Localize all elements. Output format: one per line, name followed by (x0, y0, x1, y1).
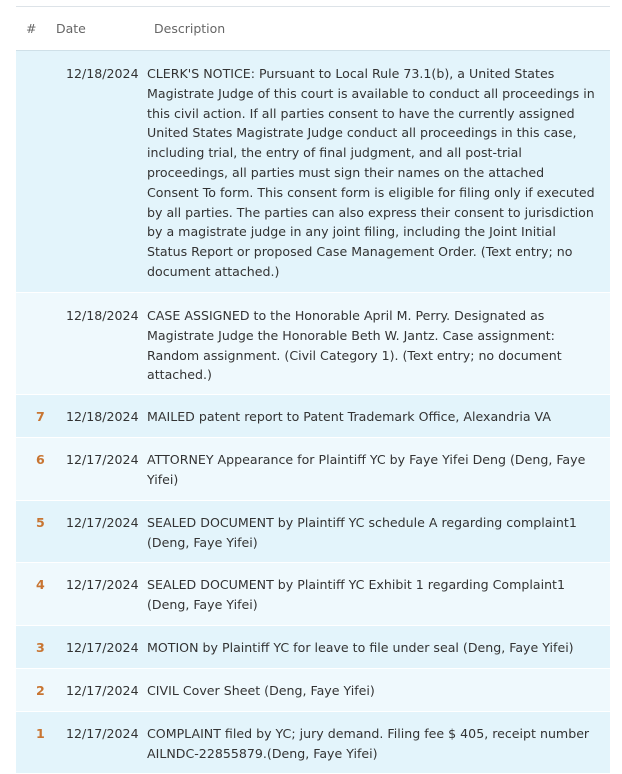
entry-description: MAILED patent report to Patent Trademark Office, Alexandria VA (147, 409, 551, 424)
entry-date: 12/18/2024 (66, 66, 139, 81)
entry-description: ATTORNEY Appearance for Plaintiff YC by Faye Yifei Deng (Deng, Faye Yifei) (147, 452, 586, 487)
docket-entry (16, 669, 610, 712)
docket-entry (16, 501, 610, 563)
docket-table (16, 6, 610, 774)
entry-date: 12/17/2024 (66, 452, 139, 467)
docket-entry (16, 395, 610, 438)
docket-entry (16, 438, 610, 501)
docket-header (16, 6, 610, 51)
docket-entry (16, 626, 610, 669)
entry-date: 12/17/2024 (66, 577, 139, 592)
header-description: Description (154, 21, 226, 36)
docket-entry (16, 51, 610, 293)
entry-number[interactable]: 4 (36, 577, 45, 592)
entry-date: 12/18/2024 (66, 308, 139, 323)
entry-description: SEALED DOCUMENT by Plaintiff YC schedule A regarding complaint1 (Deng, Faye Yifei) (147, 515, 577, 550)
entry-date: 12/17/2024 (66, 683, 139, 698)
docket-entry (16, 563, 610, 626)
entry-description: COMPLAINT filed by YC; jury demand. Filing fee $ 405, receipt number AILNDC-22855879.(Deng, Faye Yifei) (147, 726, 590, 761)
header-date: Date (56, 21, 86, 36)
entry-number[interactable]: 7 (36, 409, 45, 424)
entry-number[interactable]: 2 (36, 683, 45, 698)
entry-number[interactable]: 3 (36, 640, 45, 655)
docket-entry (16, 712, 610, 774)
entry-description: SEALED DOCUMENT by Plaintiff YC Exhibit 1 regarding Complaint1 (Deng, Faye Yifei) (147, 577, 565, 612)
entry-number[interactable]: 1 (36, 726, 45, 741)
entry-date: 12/17/2024 (66, 726, 139, 741)
entry-number[interactable]: 6 (36, 452, 45, 467)
entry-description: MOTION by Plaintiff YC for leave to file under seal (Deng, Faye Yifei) (147, 640, 574, 655)
entry-date: 12/17/2024 (66, 515, 139, 530)
entry-description: CLERK'S NOTICE: Pursuant to Local Rule 73.1(b), a United States Magistrate Judge of this court is available to conduct all proceedings in this civil action. If all parties consent to have the currently assigned United States Magistrate Judge conduct all proceedings in this case, including trial, the entry of final judgment, and all post-trial proceedings, all parties must sign their names on the attached Consent To form. This consent form is eligible for filing only if executed by all parties. The parties can also express their consent to jurisdiction by a magistrate judge in any joint filing, including the Joint Initial Status Report or proposed Case Management Order. (Text entry; no document attached.) (147, 66, 595, 279)
entry-number[interactable]: 5 (36, 515, 45, 530)
entry-description: CIVIL Cover Sheet (Deng, Faye Yifei) (147, 683, 375, 698)
entry-date: 12/18/2024 (66, 409, 139, 424)
docket-entry (16, 293, 610, 395)
entry-date: 12/17/2024 (66, 640, 139, 655)
entry-description: CASE ASSIGNED to the Honorable April M. Perry. Designated as Magistrate Judge the Honorable Beth W. Jantz. Case assignment: Random assignment. (Civil Category 1). (Text entry; no document attached.) (147, 308, 562, 383)
header-number: # (26, 21, 37, 36)
